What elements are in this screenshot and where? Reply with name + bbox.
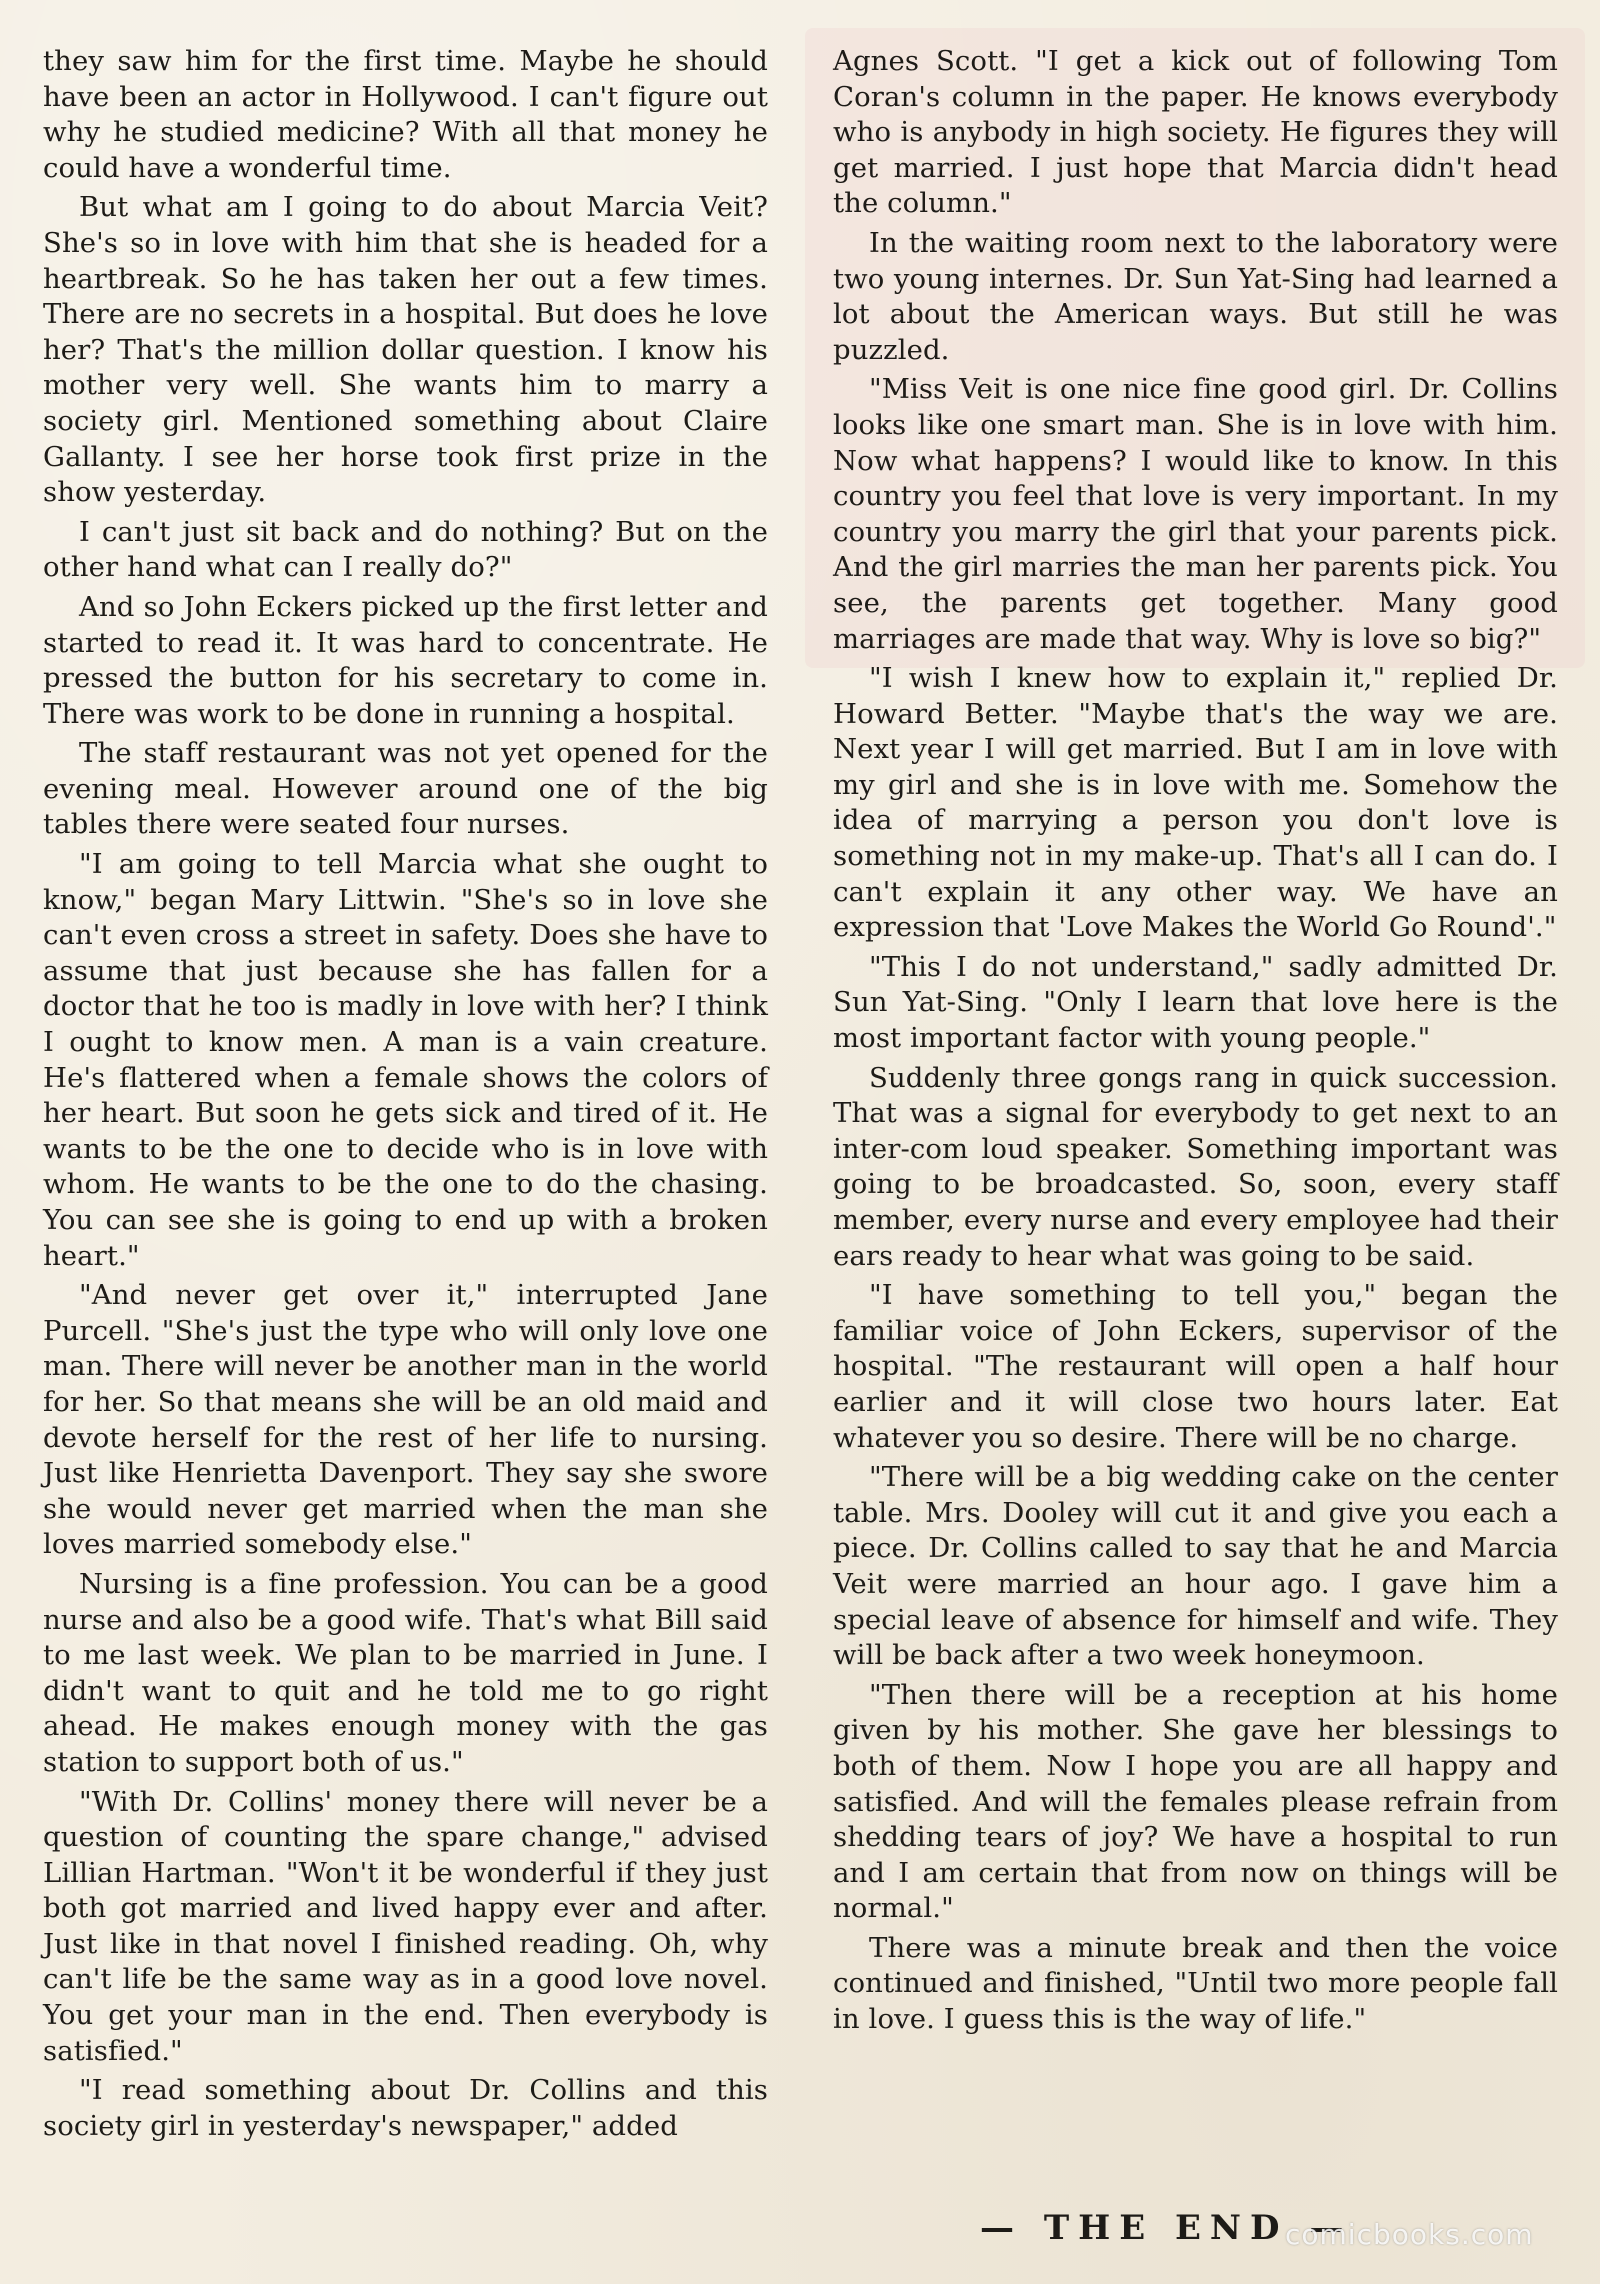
paragraph: Agnes Scott. "I get a kick out of following Tom Coran's column in the paper. He knows everybody who is anybody in high society. He figures they will get married. I just hope that Marcia didn't head the column." [833,45,1558,220]
paragraph: Suddenly three gongs rang in quick succession. That was a signal for everybody to get next to an inter-com loud speaker. Something important was going to be broadcasted. So, soon, every staff member, every nurse and every employee had their ears ready to hear what was going to be said. [833,1061,1558,1272]
paragraph: "Miss Veit is one nice fine good girl. Dr. Collins looks like one smart man. She is in love with him. Now what happens? I would like to know. In this country you feel that love is very important. In my country you marry the girl that your parents pick. And the girl marries the man her parents pick. You see, the parents get together. Many good marriages are made that way. Why is love so big?" [833,373,1558,655]
paragraph: "I am going to tell Marcia what she ought to know," began Mary Littwin. "She's so in love she can't even cross a street in safety. Does she have to assume that just because she has fallen for a doctor that he too is madly in love with her? I think I ought to know men. A man is a vain creature. He's flattered when a female shows the colors of her heart. But soon he gets sick and tired of it. He wants to be the one to decide who is in love with whom. He wants to be the one to do the chasing. You can see she is going to end up with a broken heart." [43,848,768,1272]
watermark-text: comicbooks.com [1285,2218,1534,2251]
paragraph: "And never get over it," interrupted Jane Purcell. "She's just the type who will only love one man. There will never be another man in the world for her. So that means she will be an old maid and devote herself for the rest of her life to nursing. Just like Henrietta Davenport. They say she swore she would never get married when the man she loves married somebody else." [43,1279,768,1561]
paragraph: "I read something about Dr. Collins and this society girl in yesterday's newspaper," added [43,2074,768,2142]
paragraph: "There will be a big wedding cake on the center table. Mrs. Dooley will cut it and give you each a piece. Dr. Collins called to say that he and Marcia Veit were married an hour ago. I gave him a special leave of absence for himself and wife. They will be back after a two week honeymoon. [833,1461,1558,1672]
paragraph: "Then there will be a reception at his home given by his mother. She gave her blessings to both of them. Now I hope you are all happy and satisfied. And will the females please refrain from shedding tears of joy? We have a hospital to run and I am certain that from now on things will be normal." [833,1678,1558,1925]
paragraph: Nursing is a fine profession. You can be a good nurse and also be a good wife. That's what Bill said to me last week. We plan to be married in June. I didn't want to quit and he told me to go right ahead. He makes enough money with the gas station to support both of us." [43,1567,768,1778]
paragraph: "This I do not understand," sadly admitted Dr. Sun Yat-Sing. "Only I learn that love here is the most important factor with young people." [833,950,1558,1055]
paragraph: they saw him for the first time. Maybe he should have been an actor in Hollywood. I can't figure out why he studied medicine? With all that money he could have a wonderful time. [43,45,768,184]
paragraph: In the waiting room next to the laboratory were two young internes. Dr. Sun Yat-Sing had learned a lot about the American ways. But still he was puzzled. [833,226,1558,366]
paragraph: There was a minute break and then the voice continued and finished, "Until two more people fall in love. I guess this is the way of life." [833,1931,1558,2036]
right-column [833,44,1558,2042]
paragraph: "With Dr. Collins' money there will never be a question of counting the spare change," advised Lillian Hartman. "Won't it be wonderful if they just both got married and lived happy ever and after. Just like in that novel I finished reading. Oh, why can't life be the same way as in a good love novel. You get your man in the end. Then everybody is satisfied." [43,1785,768,2067]
paragraph: The staff restaurant was not yet opened for the evening meal. However around one of the big tables there were seated four nurses. [43,737,768,841]
paragraph: "I wish I knew how to explain it," replied Dr. Howard Better. "Maybe that's the way we are. Next year I will get married. But I am in love with my girl and she is in love with me. Somehow the idea of marrying a person you don't love is something not in my make-up. That's all I can do. I can't explain it any other way. We have an expression that 'Love Makes the World Go Round'." [833,662,1558,944]
paragraph: "I have something to tell you," began the familiar voice of John Eckers, supervisor of the hospital. "The restaurant will open a half hour earlier and it will close two hours later. Eat whatever you so desire. There will be no charge. [833,1279,1558,1454]
the-end-label: — THE END — [980,2208,1353,2248]
left-column [43,44,768,2148]
paragraph: But what am I going to do about Marcia Veit? She's so in love with him that she is headed for a heartbreak. So he has taken her out a few times. There are no secrets in a hospital. But does he love her? That's the million dollar question. I know his mother very well. She wants him to marry a society girl. Mentioned something about Claire Gallanty. I see her horse took first prize in the show yesterday. [43,191,768,509]
paragraph: I can't just sit back and do nothing? But on the other hand what can I really do?" [43,515,768,584]
paragraph: And so John Eckers picked up the first letter and started to read it. It was hard to concentrate. He pressed the button for his secretary to come in. There was work to be done in running a hospital. [43,590,768,730]
